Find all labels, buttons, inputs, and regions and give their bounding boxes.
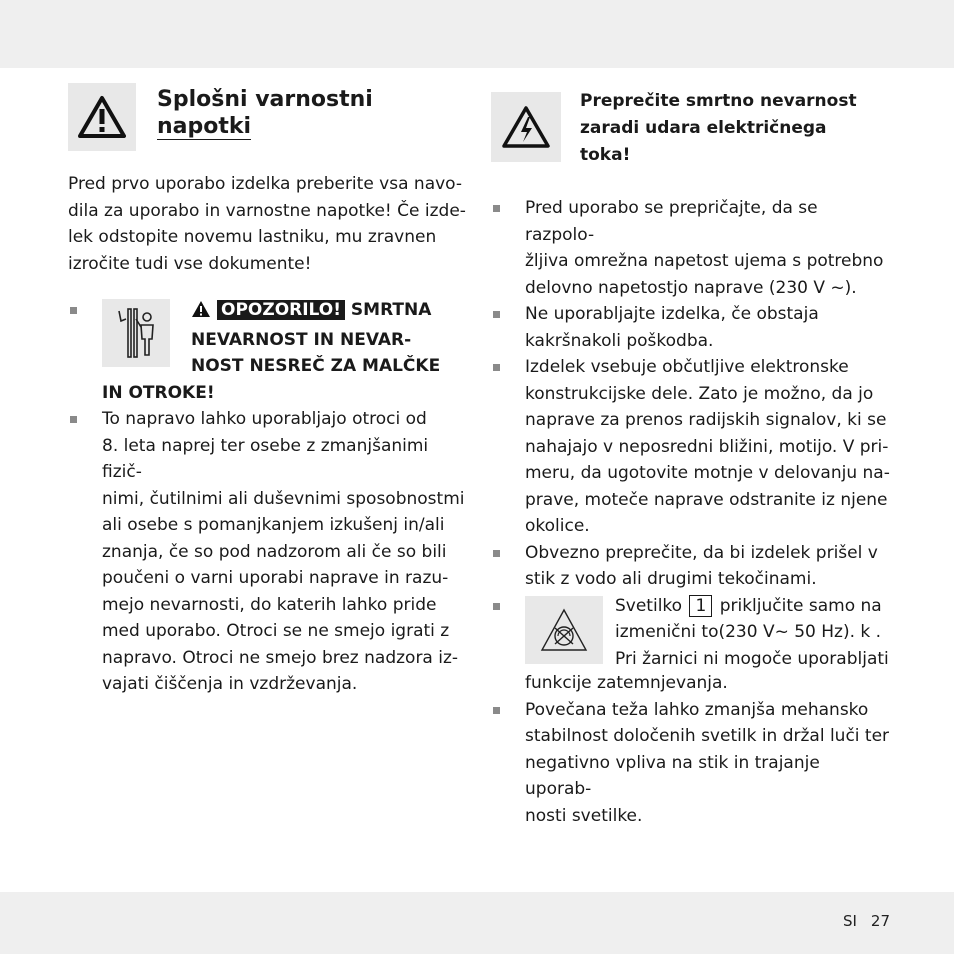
text-line: žljiva omrežna napetost ujema s potrebno (525, 251, 884, 271)
no-dimmer-icon (525, 596, 603, 664)
warning-text: NOST NESREČ ZA MALČKE (191, 356, 441, 376)
text-line: funkcije zatemnjevanja. (525, 673, 728, 693)
top-band (0, 0, 954, 68)
text-line: nimi, čutilnimi ali duševnimi sposobnostmi (102, 488, 465, 509)
list-item (491, 301, 891, 354)
bullet (493, 311, 500, 318)
text-line: kakršnakoli poškodba. (525, 330, 714, 351)
text-line: Ne uporabljajte izdelka, če obstaja (525, 304, 819, 324)
text-line: ali osebe s pomanjkanjem izkušenj in/ali (102, 515, 445, 535)
page-number: 27 (870, 912, 890, 930)
text-line: izročite tudi vse dokumente! (68, 253, 312, 274)
text-line: stik z vodo ali drugimi tekočinami. (525, 569, 817, 589)
text-line: naprave za prenos radijskih signalov, ki se (525, 410, 887, 430)
warning-text: SMRTNA (345, 300, 432, 320)
warning-triangle-icon (68, 83, 136, 151)
text-line: meru, da ugotovite motnje v delovanju na- (525, 463, 890, 483)
text-line: Povečana teža lahko zmanjša mehansko (525, 699, 869, 720)
text-line: vajati čiščenja in vzdrževanja. (102, 674, 358, 694)
title-line: napotki (157, 114, 252, 139)
text-line: dila za uporabo in varnostne napotke! Če izde- (68, 200, 466, 221)
text-line: poučeni o varni uporabi naprave in razu- (102, 568, 449, 588)
text-line: Pred prvo uporabo izdelka preberite vsa navo- (68, 174, 463, 194)
section-title (157, 86, 373, 140)
text-line: lek odstopite novemu lastniku, mu zravnen (68, 227, 437, 247)
bullet (493, 550, 500, 557)
title-line: Preprečite smrtno nevarnost (580, 91, 857, 111)
warning-label: OPOZORILO! (217, 300, 345, 320)
text-line: Pred uporabo se prepričajte, da se razpolo- (525, 198, 818, 245)
list-item (491, 195, 891, 301)
text-line: stabilnost določenih svetilk in držal luči ter (525, 726, 890, 746)
list-item (491, 540, 891, 593)
text-line: Pri žarnici ni mogoče uporabljati (615, 648, 889, 669)
warning-item (68, 297, 468, 406)
text-line: znanja, če so pod nadzorom ali če so bili (102, 541, 447, 562)
text-line: To napravo lahko uporabljajo otroci od (102, 409, 427, 429)
text-line: mejo nevarnosti, do katerih lahko pride (102, 594, 437, 615)
text-line: izmenični to(230 V~ 50 Hz). k . (615, 622, 882, 642)
bullet (70, 416, 77, 423)
text-line: delovno napetostjo naprave (230 V ~). (525, 277, 857, 298)
text-line: napravo. Otroci ne smejo brez nadzora iz- (102, 647, 459, 668)
text-line: okolice. (525, 516, 590, 536)
title-line: zaradi udara električnega (580, 118, 827, 138)
page-footer (829, 912, 890, 930)
language-code: SI (842, 912, 857, 930)
left-column (68, 80, 468, 698)
bullet (70, 307, 77, 314)
text-fragment: Svetilko (615, 595, 683, 616)
bottom-band (0, 892, 954, 954)
text-line: Obvezno preprečite, da bi izdelek prišel v (525, 542, 878, 563)
text-line: 8. leta naprej ter osebe z zmanjšanimi fizič- (102, 435, 429, 482)
section-title (580, 88, 857, 169)
bullet (493, 205, 500, 212)
reference-number: 1 (689, 595, 712, 617)
title-line: toka! (580, 145, 631, 165)
right-column (491, 88, 891, 829)
list-item (491, 354, 891, 540)
warning-text: NEVARNOST IN NEVAR- (191, 329, 412, 350)
text-line: prave, moteče naprave odstranite iz njene (525, 489, 888, 510)
text-line: nahajajo v neposredni bližini, motijo. V pri- (525, 436, 889, 457)
text-fragment: priključite samo na (719, 595, 882, 616)
text-line: negativno vpliva na stik in trajanje uporab- (525, 752, 820, 799)
list-item (491, 593, 891, 697)
bullet (493, 603, 500, 610)
electric-shock-warning-icon (491, 92, 561, 162)
text-line: med uporabo. Otroci se ne smejo igrati z (102, 621, 450, 641)
title-line: Splošni varnostni (157, 87, 373, 112)
list-item (491, 697, 891, 830)
warning-text: IN OTROKE! (102, 382, 215, 403)
children-safety-item (68, 406, 468, 698)
warning-small-icon (191, 300, 211, 327)
text-line: nosti svetilke. (525, 805, 643, 826)
text-line: konstrukcijske dele. Zato je možno, da jo (525, 383, 874, 404)
child-safety-icon (102, 299, 170, 367)
bullet (493, 707, 500, 714)
text-line: Izdelek vsebuje občutljive elektronske (525, 357, 849, 377)
warning-heading (191, 297, 440, 380)
intro-paragraph (68, 171, 468, 277)
bullet (493, 364, 500, 371)
